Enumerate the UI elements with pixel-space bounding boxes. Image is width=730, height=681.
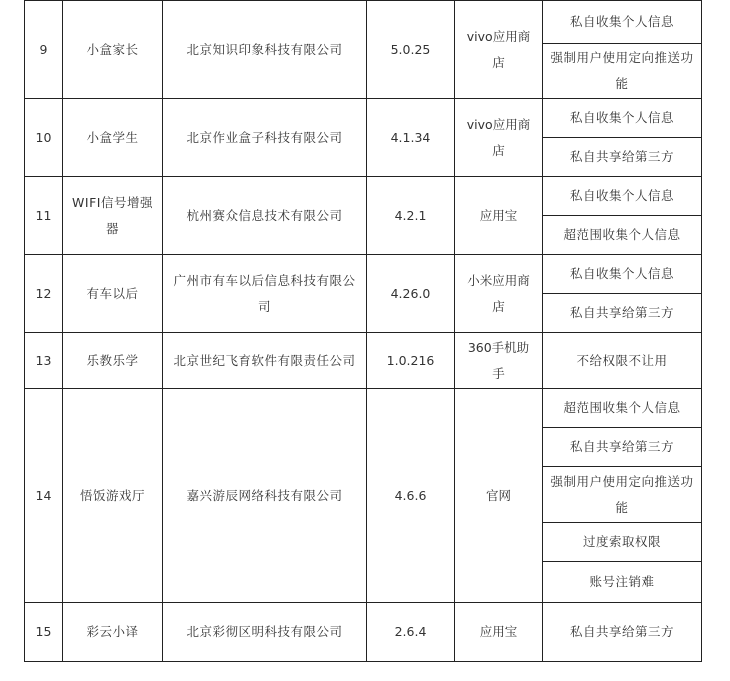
issue-cell: 私自收集个人信息 — [543, 1, 702, 44]
version-cell: 4.2.1 — [367, 177, 455, 255]
version-cell: 5.0.25 — [367, 1, 455, 99]
issue-cell: 私自共享给第三方 — [543, 603, 702, 662]
row-number-cell: 15 — [25, 603, 63, 662]
app-store-cell: vivo应用商店 — [455, 99, 543, 177]
company-cell: 北京世纪飞育软件有限责任公司 — [163, 333, 367, 389]
app-name-cell: 有车以后 — [63, 255, 163, 333]
issue-cell: 账号注销难 — [543, 562, 702, 603]
company-cell: 杭州赛众信息技术有限公司 — [163, 177, 367, 255]
issue-cell: 私自收集个人信息 — [543, 255, 702, 294]
issue-cell: 强制用户使用定向推送功能 — [543, 44, 702, 99]
version-cell: 4.6.6 — [367, 389, 455, 603]
table-row — [25, 255, 702, 294]
version-cell: 1.0.216 — [367, 333, 455, 389]
app-name-cell: 小盒学生 — [63, 99, 163, 177]
app-store-cell: vivo应用商店 — [455, 1, 543, 99]
issue-cell: 私自收集个人信息 — [543, 99, 702, 138]
issue-cell: 过度索取权限 — [543, 523, 702, 562]
table-row — [25, 603, 702, 662]
company-cell: 北京作业盒子科技有限公司 — [163, 99, 367, 177]
issue-cell: 私自收集个人信息 — [543, 177, 702, 216]
company-cell: 北京彩彻区明科技有限公司 — [163, 603, 367, 662]
table-row — [25, 99, 702, 138]
table-row — [25, 389, 702, 428]
version-cell: 4.26.0 — [367, 255, 455, 333]
company-cell: 广州市有车以后信息科技有限公司 — [163, 255, 367, 333]
company-cell: 嘉兴游辰网络科技有限公司 — [163, 389, 367, 603]
issue-cell: 不给权限不让用 — [543, 333, 702, 389]
row-number-cell: 13 — [25, 333, 63, 389]
issue-cell: 私自共享给第三方 — [543, 138, 702, 177]
issue-cell: 超范围收集个人信息 — [543, 216, 702, 255]
table-row — [25, 333, 702, 389]
row-number-cell: 11 — [25, 177, 63, 255]
app-name-cell: 小盒家长 — [63, 1, 163, 99]
version-cell: 4.1.34 — [367, 99, 455, 177]
table-row — [25, 177, 702, 216]
issue-cell: 强制用户使用定向推送功能 — [543, 467, 702, 523]
app-name-cell: 彩云小译 — [63, 603, 163, 662]
row-number-cell: 14 — [25, 389, 63, 603]
issue-cell: 超范围收集个人信息 — [543, 389, 702, 428]
issue-cell: 私自共享给第三方 — [543, 428, 702, 467]
app-name-cell: 悟饭游戏厅 — [63, 389, 163, 603]
row-number-cell: 9 — [25, 1, 63, 99]
company-cell: 北京知识印象科技有限公司 — [163, 1, 367, 99]
app-violation-table — [24, 0, 702, 662]
app-store-cell: 应用宝 — [455, 603, 543, 662]
row-number-cell: 12 — [25, 255, 63, 333]
app-store-cell: 360手机助手 — [455, 333, 543, 389]
app-name-cell: WIFI信号增强器 — [63, 177, 163, 255]
version-cell: 2.6.4 — [367, 603, 455, 662]
app-name-cell: 乐教乐学 — [63, 333, 163, 389]
issue-cell: 私自共享给第三方 — [543, 294, 702, 333]
app-store-cell: 官网 — [455, 389, 543, 603]
app-store-cell: 应用宝 — [455, 177, 543, 255]
table-row — [25, 1, 702, 44]
app-store-cell: 小米应用商店 — [455, 255, 543, 333]
row-number-cell: 10 — [25, 99, 63, 177]
